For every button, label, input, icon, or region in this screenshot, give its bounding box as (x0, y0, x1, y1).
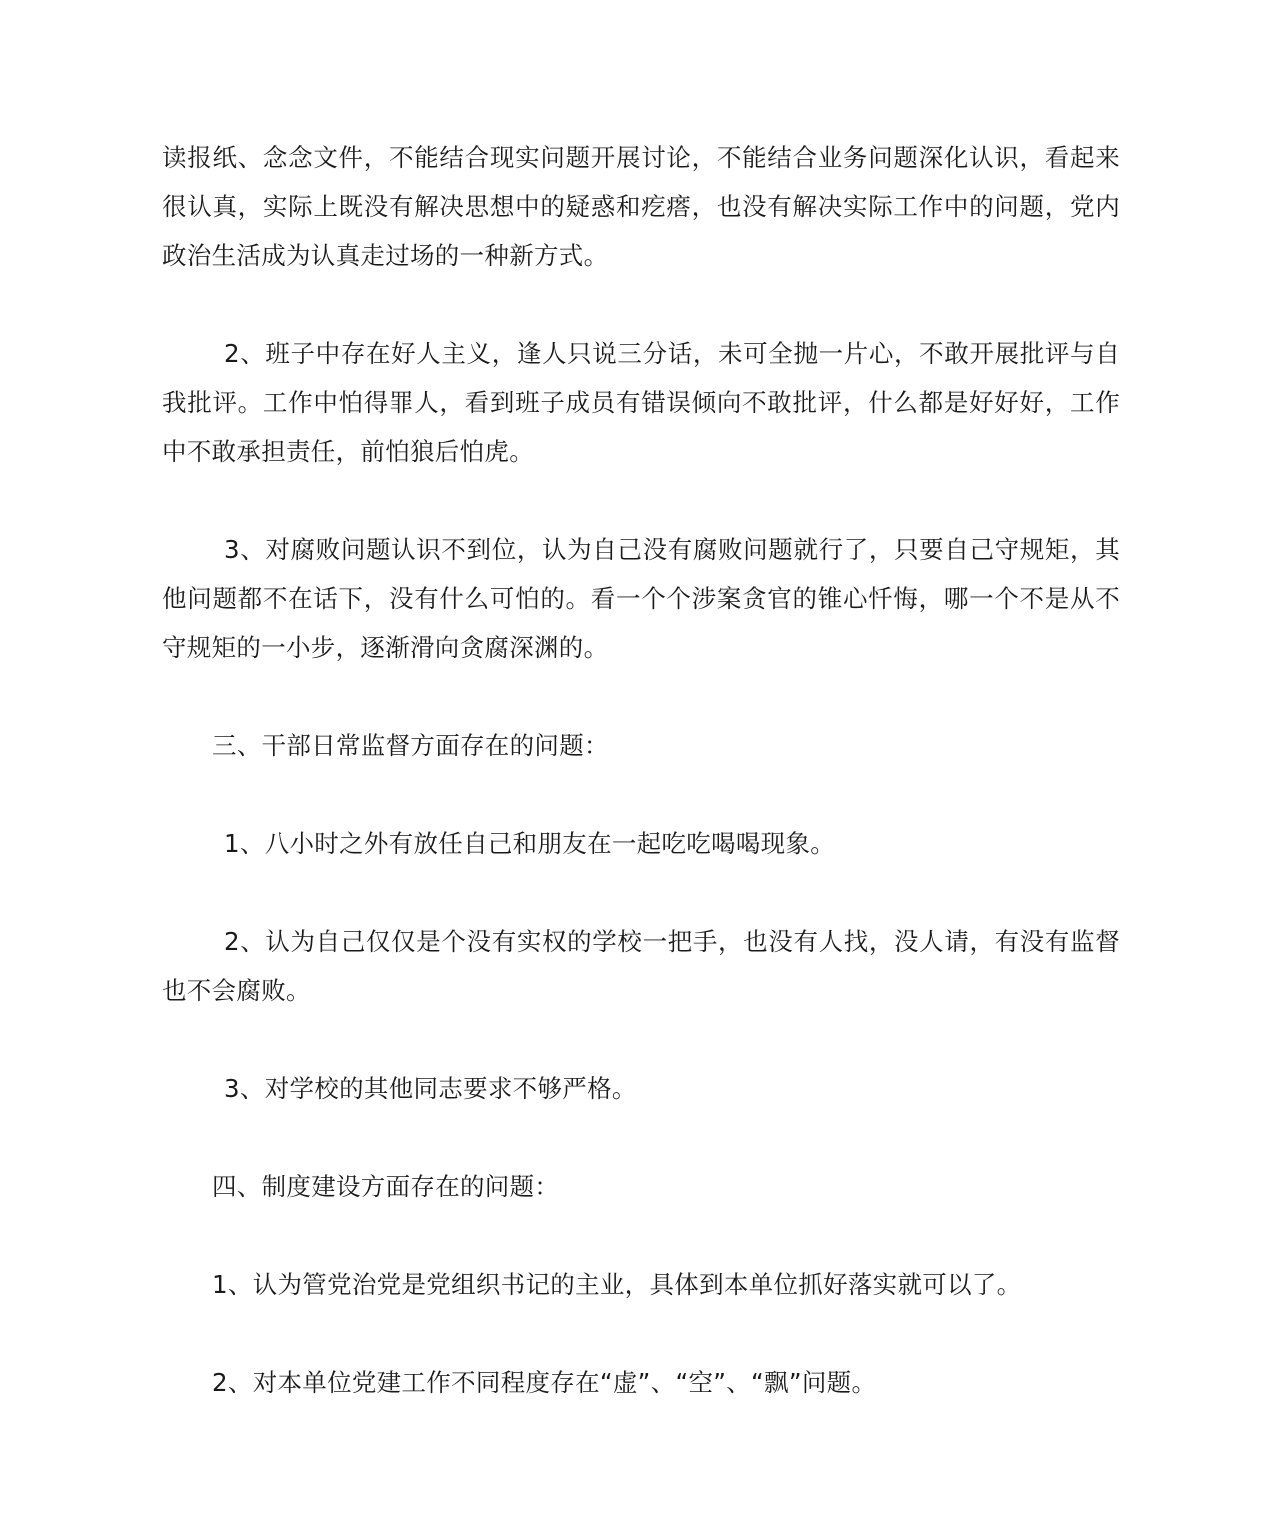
spacer (162, 280, 1120, 329)
paragraph-item-3-corruption: 3、对腐败问题认识不到位，认为自己没有腐败问题就行了，只要自己守规矩，其他问题都不在话下，没有什么可怕的。看一个个涉案贪官的锥心忏悔，哪一个不是从不守规矩的一小步，逐渐滑向贪腐深渊的。 (162, 535, 1120, 662)
paragraph-continuation: 读报纸、念念文件，不能结合现实问题开展讨论，不能结合业务问题深化认识，看起来很认真，实际上既没有解决思想中的疑惑和疙瘩，也没有解决实际工作中的问题，党内政治生活成为认真走过场的一种新方式。 (162, 143, 1120, 270)
section-heading-3: 三、干部日常监督方面存在的问题： (212, 731, 609, 760)
paragraph-sec3-item-1: 1、八小时之外有放任自己和朋友在一起吃吃喝喝现象。 (224, 829, 836, 858)
paragraph-item-2-good-person: 2、班子中存在好人主义，逢人只说三分话，未可全抛一片心，不敢开展批评与自我批评。工作中怕得罪人，看到班子成员有错误倾向不敢批评，什么都是好好好，工作中不敢承担责任，前怕狼后怕虎。 (162, 339, 1120, 466)
paragraph-sec4-item-2: 2、对本单位党建工作不同程度存在“虚”、“空”、“飘”问题。 (212, 1368, 877, 1397)
paragraph-sec4-item-1: 1、认为管党治党是党组织书记的主业，具体到本单位抓好落实就可以了。 (212, 1270, 1022, 1299)
section-heading-4: 四、制度建设方面存在的问题： (212, 1172, 560, 1201)
paragraph-sec3-item-2: 2、认为自己仅仅是个没有实权的学校一把手，也没有人找，没人请，有没有监督也不会腐败。 (162, 927, 1120, 1005)
spacer (162, 868, 1120, 917)
spacer (162, 770, 1120, 819)
spacer (162, 1211, 1120, 1260)
spacer (162, 476, 1120, 525)
document-page (162, 133, 1120, 1407)
spacer (162, 1113, 1120, 1162)
spacer (162, 1015, 1120, 1064)
paragraph-sec3-item-3: 3、对学校的其他同志要求不够严格。 (224, 1074, 637, 1103)
spacer (162, 1309, 1120, 1358)
spacer (162, 672, 1120, 721)
